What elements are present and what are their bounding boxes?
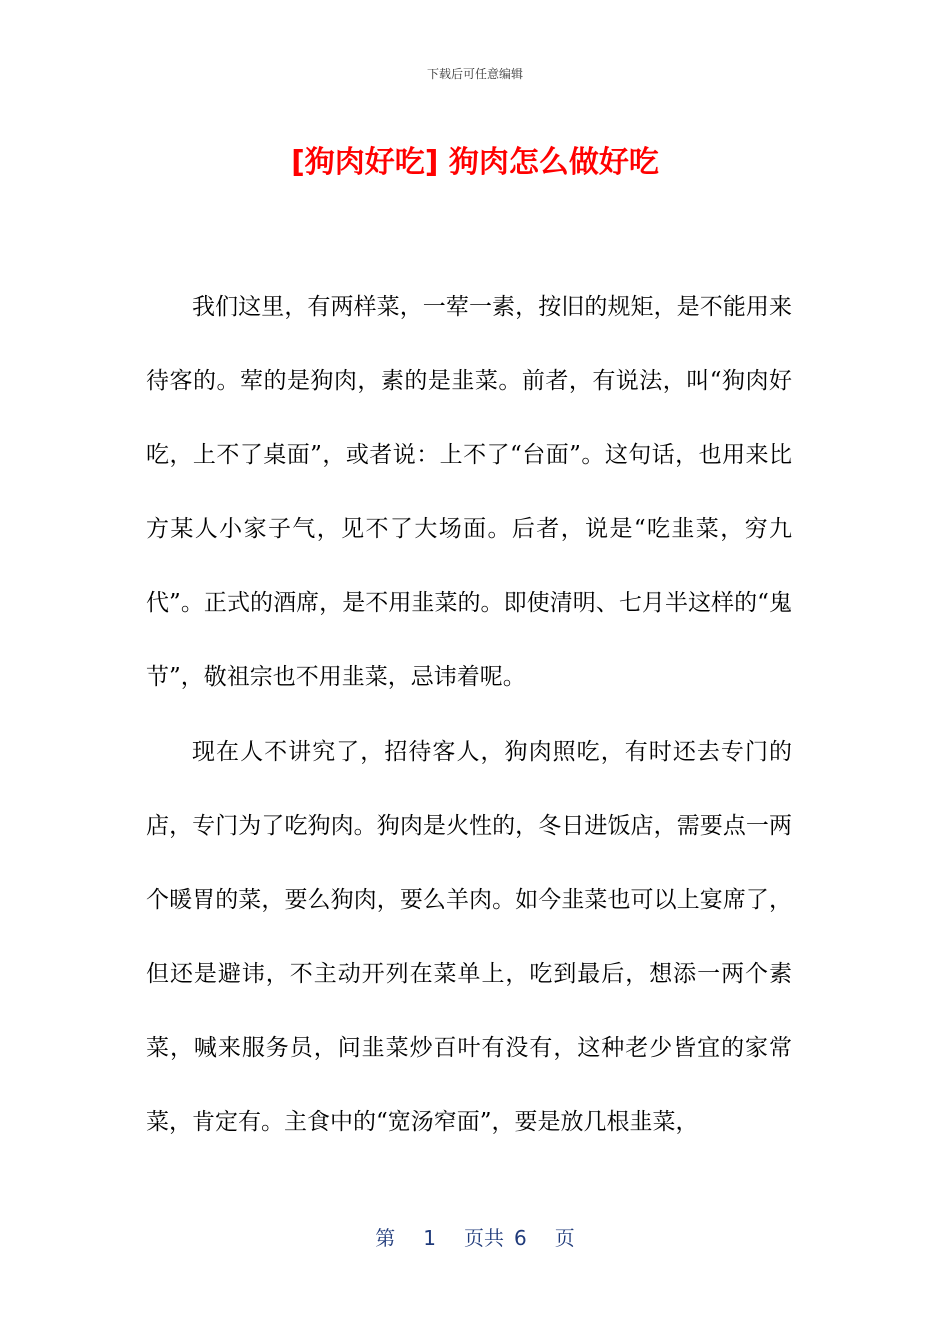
header-note: 下载后可任意编辑 (426, 67, 523, 81)
page-total: 6 (514, 1226, 527, 1250)
document-title: [狗肉好吃] 狗肉怎么做好吃 (291, 145, 659, 180)
paragraph-2: 现在人不讲究了，招待客人，狗肉照吃，有时还去专门的店，专门为了吃狗肉。狗肉是火性的，冬日进饭店，需要点一两个暖胃的菜，要么狗肉，要么羊肉。如今韭菜也可以上宴席了，但还是避讳，不主动开列在菜单上，吃到最后，想添一两个素菜，喊来服务员，问韭菜炒百叶有没有，这种老少皆宜的家常菜，肯定有。主食中的“宽汤窄面”，要是放几根韭菜， (146, 738, 792, 1136)
page-suffix: 页 (554, 1226, 575, 1250)
document-body (146, 270, 792, 1159)
paragraph-1: 我们这里，有两样菜，一荤一素，按旧的规矩，是不能用来待客的。荤的是狗肉，素的是韭菜。前者，有说法，叫“狗肉好吃，上不了桌面”，或者说：上不了“台面”。这句话，也用来比方某人小家子气，见不了大场面。后者，说是“吃韭菜，穷九代”。正式的酒席，是不用韭菜的。即使清明、七月半这样的“鬼节”，敬祖宗也不用韭菜，忌讳着呢。 (146, 294, 792, 691)
page-number-footer (0, 1224, 950, 1252)
page-prefix: 第 (375, 1226, 396, 1250)
page-current: 1 (423, 1226, 436, 1250)
page-mid: 页共 (464, 1226, 504, 1250)
